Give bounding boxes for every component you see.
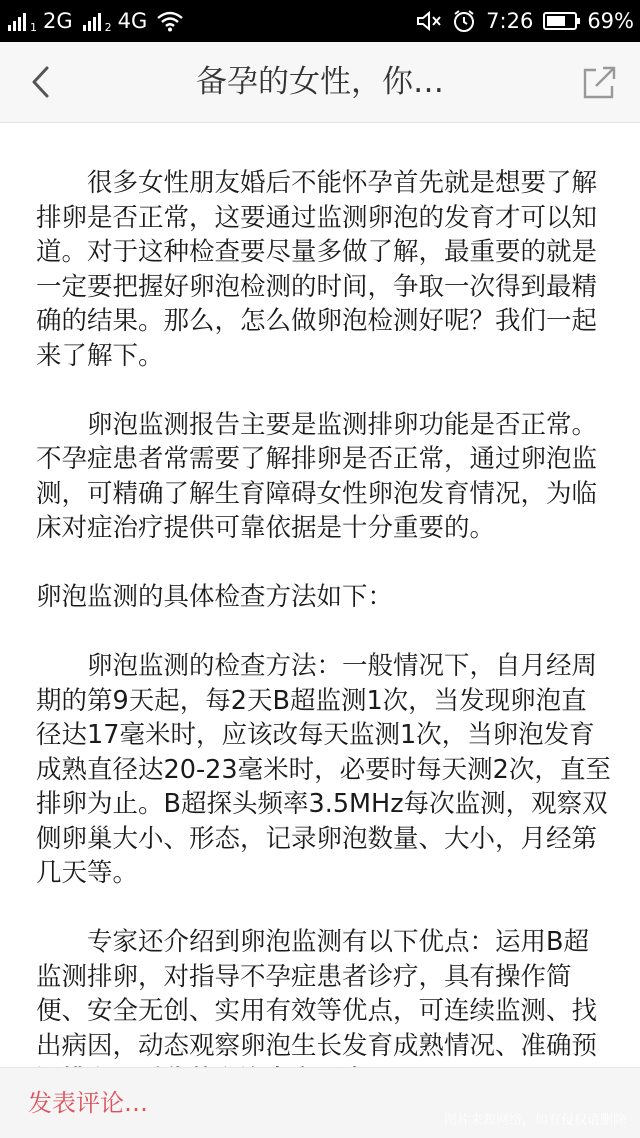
page-title: 备孕的女性，你… <box>196 64 444 100</box>
alarm-icon <box>452 9 476 33</box>
article-paragraph: 卵泡监测的检查方法：一般情况下，自月经周期的第9天起，每2天B超监测1次，当发现卵泡直径达17毫米时，应该改每天监测1次，当卵泡发育成熟直径达20-23毫米时，必要时每天测2次，直至排卵为止。B超探头频率3.5MHz每次监测，观察双侧卵巢大小、形态，记录卵泡数量、大小，月经第几天等。 <box>36 651 611 888</box>
article-paragraph: 卵泡监测报告主要是监测排卵功能是否正常。不孕症患者常需要了解排卵是否正常，通过卵泡监测，可精确了解生育障碍女性卵泡发育情况，为临床对症治疗提供可靠依据是十分重要的。 <box>36 409 598 543</box>
sim1-label: 1 <box>30 21 37 34</box>
sim2-label: 2 <box>104 21 112 34</box>
wifi-icon <box>157 10 183 32</box>
network-type-sim1: 2G <box>43 9 73 33</box>
comment-input[interactable]: 发表评论… <box>28 1089 148 1117</box>
mute-icon <box>416 10 442 32</box>
status-bar <box>0 0 640 42</box>
signal-icon <box>8 11 26 31</box>
battery-icon <box>543 12 577 30</box>
article-paragraph: 专家还介绍到卵泡监测有以下优点：运用B超监测排卵，对指导不孕症患者诊疗，具有操作简便、安全无创、实用有效等优点，可连续监测、找出病因，动态观察卵泡生长发育成熟情况、准确预 <box>36 927 598 1061</box>
article-paragraph: 很多女性朋友婚后不能怀孕首先就是想要了解排卵是否正常，这要通过监测卵泡的发育才可以知道。对于这种检查要尽量多做了解，最重要的就是一定要把握好卵泡检测的时间，争取一次得到最精确的结果。那么，怎么做卵泡检测好呢？我们一起来了解下。 <box>36 168 598 371</box>
clock-time: 7:26 <box>486 9 534 33</box>
nav-header <box>0 42 640 123</box>
status-right <box>416 0 634 42</box>
article-paragraph: 卵泡监测的具体检查方法如下： <box>36 582 394 612</box>
network-type-sim2: 4G <box>117 9 148 33</box>
back-button[interactable] <box>20 60 60 104</box>
battery-percent: 69% <box>587 9 634 33</box>
image-watermark: 图片来源网络，如有侵权请删除 <box>443 1113 626 1128</box>
share-button[interactable] <box>578 60 622 104</box>
back-arrow-icon <box>29 65 51 99</box>
article-body <box>36 122 612 1098</box>
signal-icon <box>83 11 101 31</box>
share-icon <box>582 64 618 100</box>
status-left <box>8 0 183 42</box>
comment-bar <box>0 1067 640 1138</box>
